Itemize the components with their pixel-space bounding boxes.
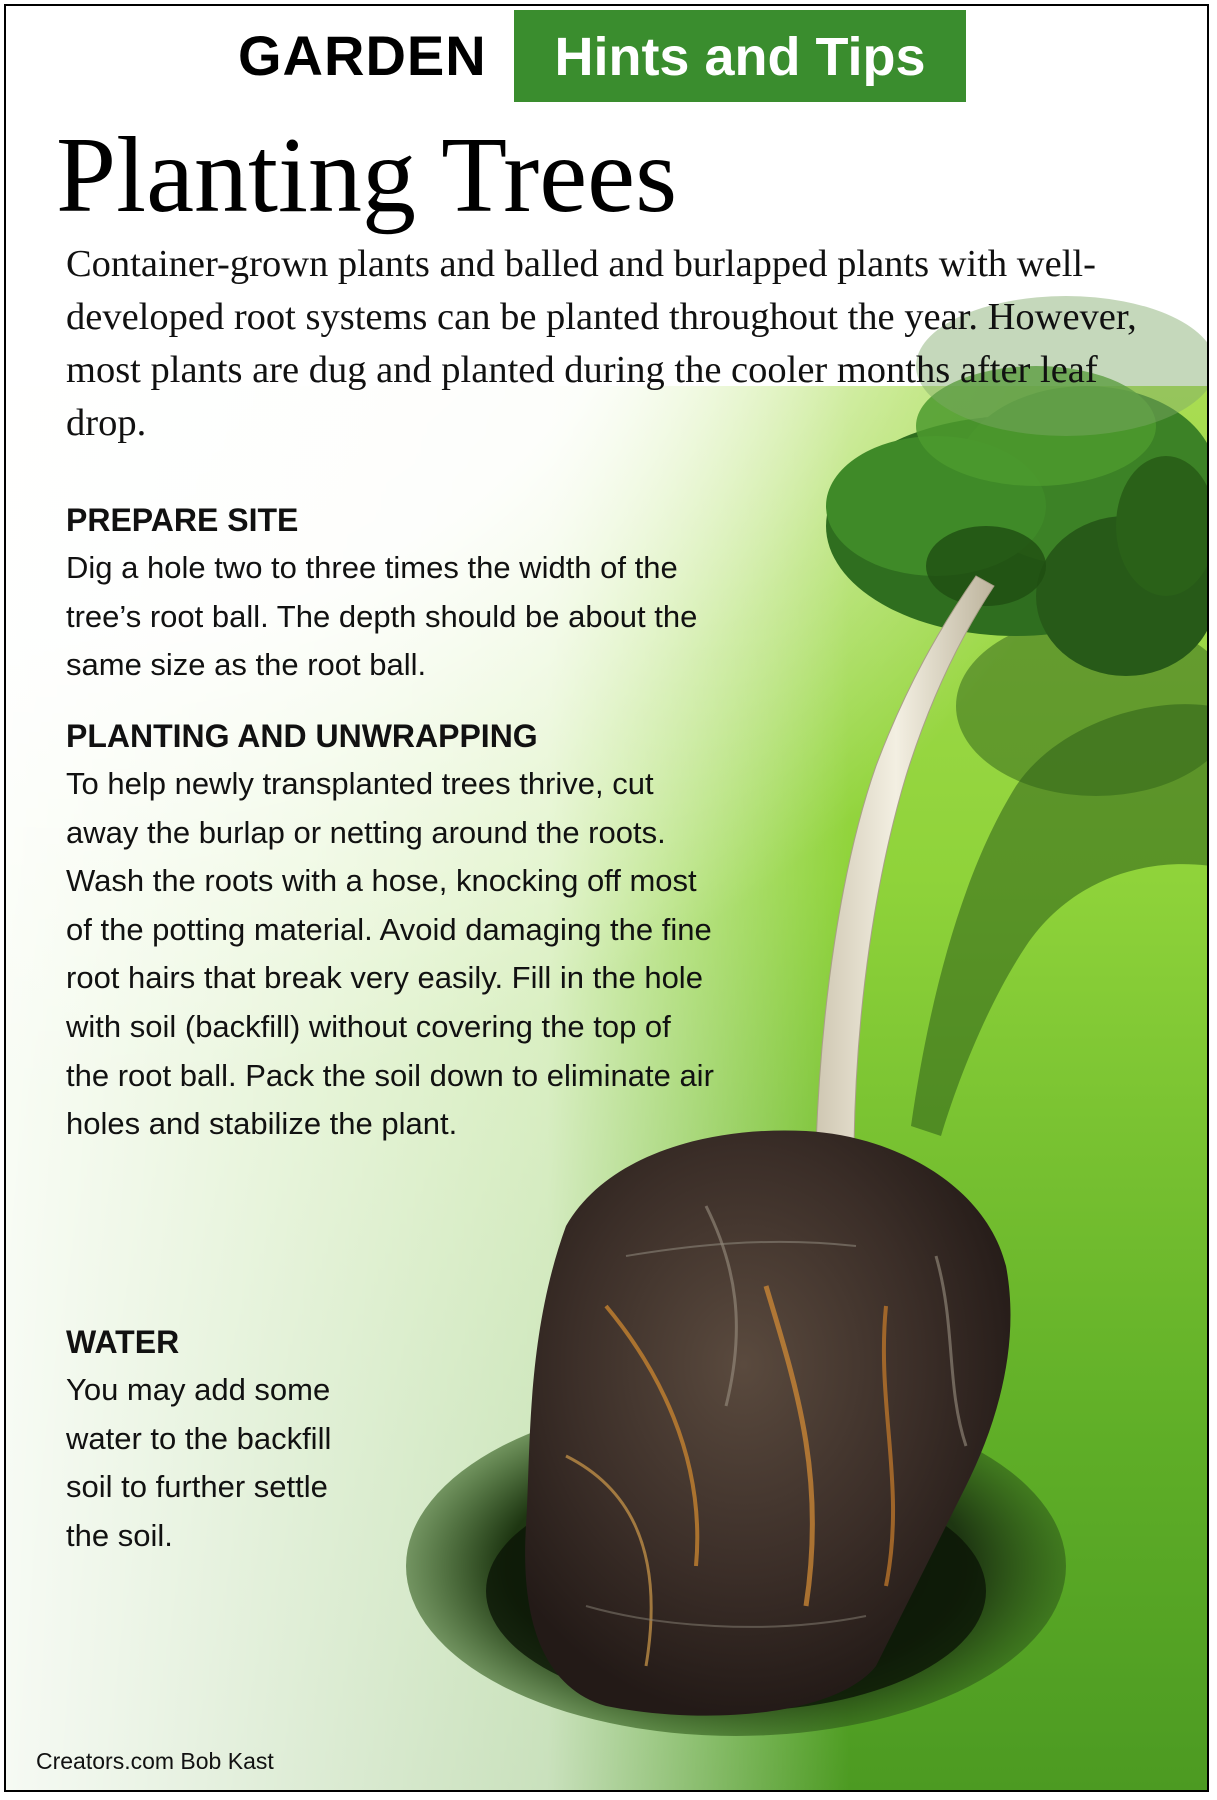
section-body: To help newly transplanted trees thrive, cut away the burlap or netting around the roots. Wash the roots with a hose, knocking off most of the potting material. Avoid damaging the fine root hairs that break very easily. Fill in the hole with soil (backfill) without covering the top of the root ball. Pack the soil down to eliminate air holes and stabilize the plant. xyxy=(66,766,714,1142)
hints-and-tips-banner xyxy=(514,10,966,102)
article-title: Planting Trees xyxy=(56,116,678,235)
credit-line: Creators.com Bob Kast xyxy=(36,1748,274,1774)
hints-and-tips-label: Hints and Tips xyxy=(554,27,926,87)
intro-paragraph: Container-grown plants and balled and burlapped plants with well-developed root systems can be planted throughout the year. However, most plants are dug and planted during the cooler months after leaf drop. xyxy=(66,243,1137,444)
section-heading: PLANTING AND UNWRAPPING xyxy=(66,718,538,754)
section-planting-and-unwrapping xyxy=(66,716,716,1149)
header-bar xyxy=(6,6,1209,106)
poster-frame xyxy=(4,4,1209,1792)
garden-label: GARDEN xyxy=(238,24,487,87)
section-heading: WATER xyxy=(66,1324,180,1360)
section-heading: PREPARE SITE xyxy=(66,502,299,538)
section-body: You may add some water to the backfill soil to further settle the soil. xyxy=(66,1372,332,1553)
section-water xyxy=(66,1322,356,1560)
section-prepare-site xyxy=(66,500,726,690)
section-body: Dig a hole two to three times the width of the tree’s root ball. The depth should be about the same size as the root ball. xyxy=(66,550,698,683)
